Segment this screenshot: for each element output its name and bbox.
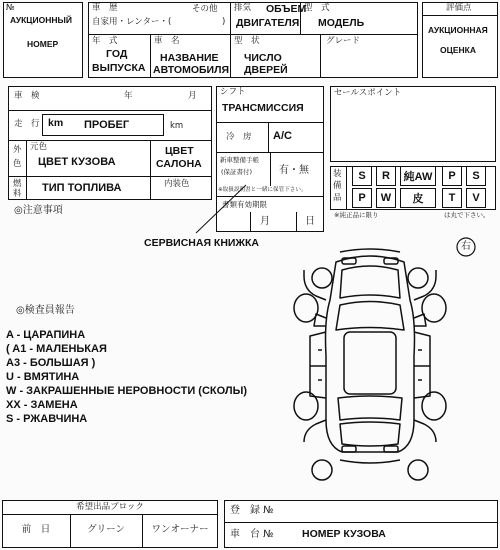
mileage-unit2: km — [170, 121, 184, 131]
equipment-label-1: 装 — [333, 169, 342, 179]
doors-line1: ЧИСЛО — [244, 52, 282, 64]
grade-col-label: グレード — [326, 36, 361, 46]
mileage-value: ПРОБЕГ — [84, 119, 130, 131]
original-color-label: 元色 — [30, 142, 48, 152]
equipment-label-2: 備 — [333, 181, 342, 191]
inspection-month: 月 — [188, 91, 197, 101]
equipment-cell: S — [352, 166, 372, 186]
equipment-cell: 純AW — [400, 166, 436, 186]
legend-item: XX - ЗАМЕНА — [6, 399, 78, 411]
year-line1: ГОД — [106, 48, 128, 60]
auction-score-line2: ОЦЕНКА — [440, 45, 476, 55]
equipment-cell: T — [442, 188, 462, 208]
front-left-wheel — [294, 294, 318, 322]
year-line2: ВЫПУСКА — [92, 62, 146, 74]
doors-line2: ДВЕРЕЙ — [244, 64, 288, 76]
equipment-note-1: ※純正品に限り — [334, 211, 379, 219]
warranty-note: ※取扱説明書と一緒に保管下さい。 — [218, 187, 307, 193]
right-hand-mark: 右 — [461, 241, 471, 252]
grade-label: 評価点 — [446, 3, 472, 13]
legend-item: S - РЖАВЧИНА — [6, 413, 88, 425]
interior-color-line1: ЦВЕТ — [165, 145, 194, 157]
model-label: 型 式 — [304, 3, 330, 13]
engine-volume-line2: ДВИГАТЕЛЯ — [236, 17, 300, 29]
block-label: 希望出品ブロック — [76, 502, 144, 512]
equipment-cell: P — [442, 166, 462, 186]
equipment-note-2: は丸で下さい。 — [444, 211, 490, 219]
equipment-label-3: 品 — [333, 193, 342, 203]
usage-close-paren: ) — [222, 17, 226, 27]
engine-volume-line1: ОБЪЕМ — [266, 3, 307, 15]
no-label: № — [6, 3, 15, 13]
front-right-wheel — [422, 294, 446, 322]
equipment-cell: 皮 — [400, 188, 436, 208]
inspection-year: 年 — [124, 91, 133, 101]
sales-point-label: セールスポイント — [334, 88, 402, 98]
rear-left-wheel — [294, 392, 318, 420]
exterior-label-1: 外 — [13, 145, 22, 155]
legend-item: A3 - БОЛЬШАЯ ) — [6, 357, 96, 369]
car-name-label: 車 名 — [154, 36, 180, 46]
equipment-cell: V — [466, 188, 486, 208]
equipment-cell: W — [376, 188, 396, 208]
history-label: 車 歴 — [92, 3, 118, 13]
chassis-value: НОМЕР КУЗОВА — [302, 528, 386, 540]
ac-value: A/C — [273, 130, 292, 142]
equipment-cell: S — [466, 166, 486, 186]
usage-other: その他 — [192, 4, 218, 14]
equipment-cell: P — [352, 188, 372, 208]
inspection-label: 車 検 — [14, 91, 40, 101]
exhaust-label: 排気 — [234, 3, 252, 13]
exterior-label-2: 色 — [13, 159, 22, 169]
interior-label: 内装色 — [164, 179, 190, 189]
service-book: СЕРВИСНАЯ КНИЖКА — [144, 237, 259, 249]
block-col-3: ワンオーナー — [151, 524, 209, 535]
mileage-unit1: km — [48, 117, 64, 129]
docs-month: 月 — [260, 216, 270, 227]
fuel-label-1: 燃 — [13, 179, 22, 189]
docs-day: 日 — [305, 216, 315, 227]
fuel-label-2: 料 — [13, 189, 22, 199]
docs-label: 書類有効期限 — [222, 200, 267, 209]
shift-label: シフト — [220, 87, 246, 97]
equipment-cell: R — [376, 166, 396, 186]
warranty-label-2: (保証書付) — [221, 168, 253, 176]
registration-label: 登 録 № — [230, 505, 274, 516]
car-name-line2: АВТОМОБИЛЯ — [153, 64, 230, 76]
warranty-value: 有・無 — [279, 165, 309, 176]
mileage-label: 走 行 — [14, 119, 40, 129]
year-label: 年 式 — [92, 36, 118, 46]
service-book-pointer — [196, 185, 246, 233]
legend-item: ( A1 - МАЛЕНЬКАЯ — [6, 343, 107, 355]
inspector-report-label: ◎検査員報告 — [16, 305, 75, 316]
shape-label: 型 状 — [234, 36, 260, 46]
block-col-1: 前 日 — [21, 524, 51, 535]
block-col-2: グリーン — [87, 524, 125, 535]
ac-label: 冷 房 — [226, 132, 252, 142]
auction-number-label: АУКЦИОННЫЙ — [10, 15, 72, 25]
auction-score-line1: АУКЦИОННАЯ — [428, 25, 488, 35]
legend-item: W - ЗАКРАШЕННЫЕ НЕРОВНОСТИ (СКОЛЫ) — [6, 385, 248, 397]
fuel-type: ТИП ТОПЛИВА — [42, 182, 122, 194]
warranty-label-1: 新車整備手帳 — [220, 156, 259, 164]
chassis-label: 車 台 № — [230, 529, 274, 540]
usage-text: 自家用・レンター・( — [92, 17, 172, 27]
legend-item: U - ВМЯТИНА — [6, 371, 80, 383]
interior-color-line2: САЛОНА — [156, 158, 202, 170]
car-name-line1: НАЗВАНИЕ — [160, 52, 219, 64]
rear-right-wheel — [422, 392, 446, 420]
legend-item: A - ЦАРАПИНА — [6, 329, 86, 341]
transmission: ТРАНСМИССИЯ — [222, 102, 304, 114]
auction-number-sub: НОМЕР — [27, 39, 59, 49]
model-value: МОДЕЛЬ — [318, 17, 365, 29]
body-color: ЦВЕТ КУЗОВА — [38, 156, 116, 168]
notes-label: ◎注意事項 — [14, 205, 63, 216]
